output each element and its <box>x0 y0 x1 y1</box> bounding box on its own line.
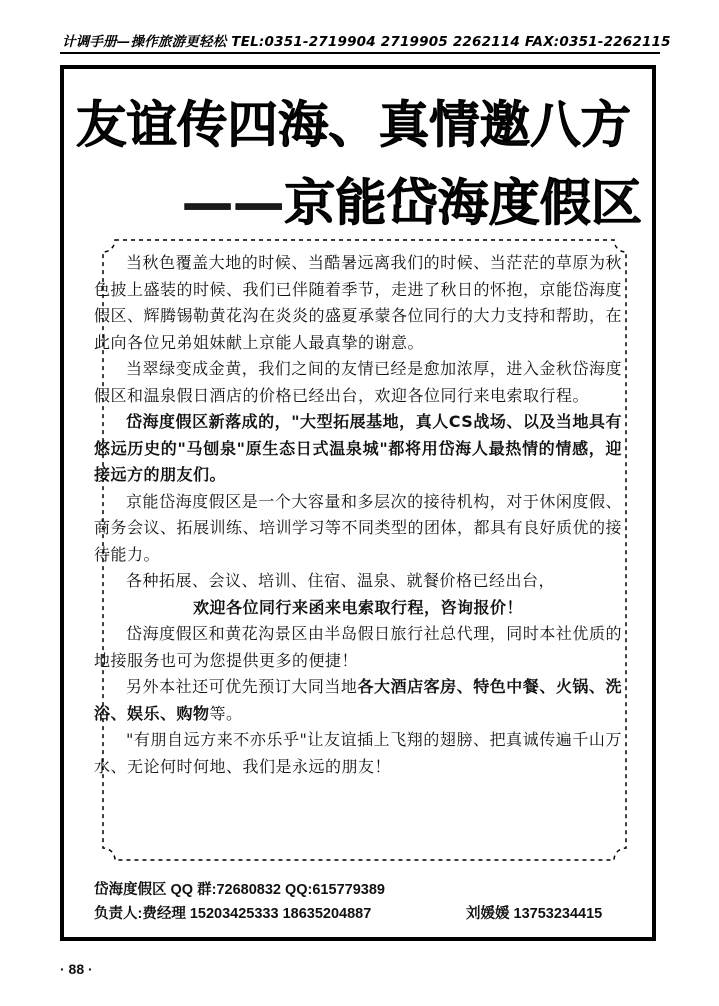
p7-highlight: 各大酒店客房、特色中餐、火锅、洗浴、娱乐、购物 <box>94 677 622 723</box>
article-body <box>94 250 622 780</box>
paragraph-3: 岱海度假区新落成的，"大型拓展基地，真人CS战场、以及当地具有悠远历史的"马刨泉"原生态日式温泉城"都将用岱海人最热情的情感，迎接远方的朋友们。 <box>94 412 622 484</box>
contact-qq: 岱海度假区 QQ 群:72680832 QQ:615779389 <box>94 882 385 898</box>
contact-block <box>94 878 634 926</box>
page-number: · 88 · <box>60 961 93 977</box>
p7-end: 等。 <box>209 703 243 723</box>
running-header: 计调手册—操作旅游更轻松 TEL:0351-2719904 2719905 2262114 FAX:0351-2262115 <box>62 34 671 50</box>
paragraph-2: 当翠绿变成金黄，我们之间的友情已经是愈加浓厚，进入金秋岱海度假区和温泉假日酒店的价格已经出台，欢迎各位同行来电索取行程。 <box>94 359 622 405</box>
contact-person-2: 刘媛媛 13753234415 <box>466 906 603 922</box>
p7-start: 另外本社还可优先预订大同当地 <box>126 677 358 696</box>
paragraph-5-highlight: 欢迎各位同行来函来电索取行程，咨询报价！ <box>192 597 523 617</box>
contact-person-row <box>94 902 634 926</box>
contact-qq-row <box>94 878 634 902</box>
headline-line1: 友谊传四海、真情邀八方 <box>76 95 631 154</box>
header-rule <box>60 52 660 54</box>
paragraph-6: 岱海度假区和黄花沟景区由半岛假日旅行社总代理，同时本社优质的地接服务也可为您提供更多的便捷！ <box>94 624 622 670</box>
paragraph-8: "有朋自远方来不亦乐乎"让友谊插上飞翔的翅膀、把真诚传遍千山万水、无论何时何地、我们是永远的朋友！ <box>94 730 622 776</box>
headline <box>72 80 652 240</box>
paragraph-1: 当秋色覆盖大地的时候、当酷暑远离我们的时候、当茫茫的草原为秋色披上盛装的时候、我们已伴随着季节，走进了秋日的怀抱，京能岱海度假区、辉腾锡勒黄花沟在炎炎的盛夏承蒙各位同行的大力支持和帮助，在此向各位兄弟姐妹献上京能人最真挚的谢意。 <box>94 253 623 352</box>
paragraph-4: 京能岱海度假区是一个大容量和多层次的接待机构，对于休闲度假、商务会议、拓展训练、培训学习等不同类型的团体，都具有良好质优的接待能力。 <box>94 491 623 564</box>
contact-person: 负责人:费经理 15203425333 18635204887 <box>94 906 372 922</box>
headline-line2: ——京能岱海度假区 <box>182 173 642 232</box>
paragraph-7 <box>94 674 622 727</box>
paragraph-5: 各种拓展、会议、培训、住宿、温泉、就餐价格已经出台， <box>126 571 556 590</box>
